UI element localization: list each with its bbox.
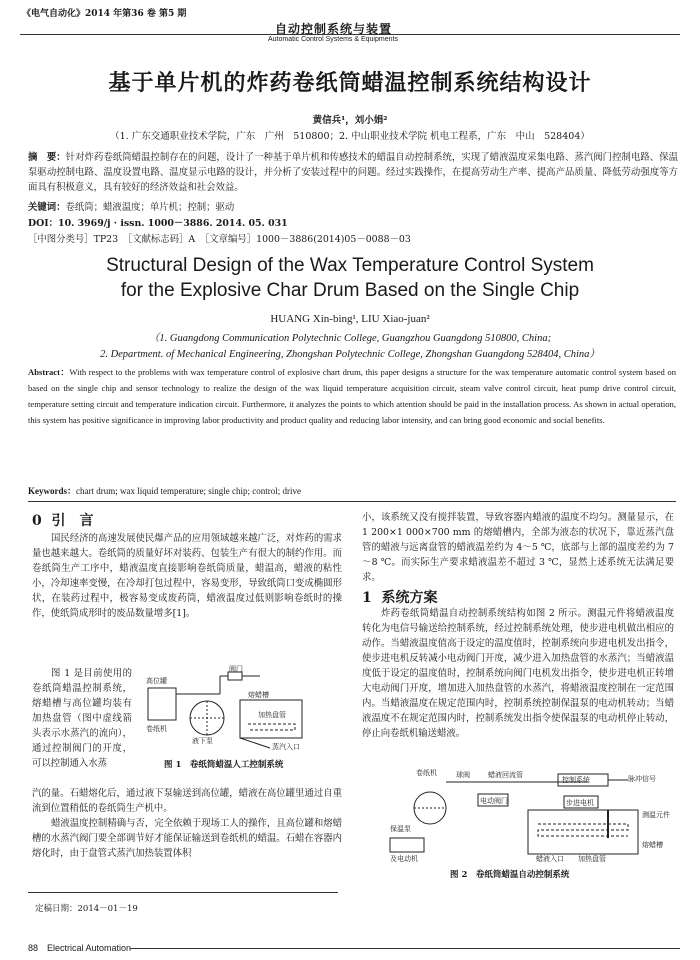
fig2-label-inlet: 蜡液入口 xyxy=(536,855,564,863)
figure-2-caption: 图 2 卷纸筒蜡温自动控制系统 xyxy=(450,870,570,880)
received-date: 定稿日期：2014－01－19 xyxy=(35,904,138,914)
right-paragraph-2: 炸药卷纸筒蜡温自动控制系统结构如图 2 所示。测温元件将蜡液温度转化为电信号输送给控制系统，经过控制系统处理，使步进电机做出相应的动作。当蜡液温度值高于设定的温度值时，控制系统向步进电机发出指令，使步进电机反转减小电动阀门开度，减少进入加热盘管的水蒸汽；当蜡液温度低于设定的温度值时，控制系统向阀门电机发出指令，使步进电机正转增大电动阀门开度，增加进入加热盘管的水蒸汽，将蜡液温度控制在一定范围内。当蜡液温度在规定范围内时，控制系统控制保温泵的电动机转动；当蜡液温度不在规定范围内时，控制系统发出指令使保温泵的电动机停止转动，停止向卷纸机输送蜡液。 xyxy=(362,608,674,739)
fig2-label-pump: 保温泵 xyxy=(390,825,411,833)
intro-paragraph-3: 蜡液温度控制精确与否，完全依赖于现场工人的操作，且高位罐和熔蜡槽的水蒸汽阀门要全部调节好才能保证输送到卷纸机的蜡温。石蜡在容器内熔化时，由于盘管式蒸汽加热装置体积 xyxy=(32,818,342,859)
section-0-title: 引 言 xyxy=(51,513,94,529)
paper-title-cn: 基于单片机的炸药卷纸筒蜡温控制系统结构设计 xyxy=(108,70,592,96)
classification: ［中图分类号］TP23 ［文献标志码］A ［文章编号］1000－3886(2014)05－0088－03 xyxy=(28,234,411,245)
abstract-en xyxy=(28,364,676,428)
fig2-label-motor: 及电动机 xyxy=(390,855,418,863)
keywords-en xyxy=(28,484,676,497)
authors-cn: 黄信兵¹，刘小娟² xyxy=(312,115,388,126)
fig2-pump-box xyxy=(390,838,424,852)
journal-header: 《电气自动化》2014 年第36 卷 第5 期 xyxy=(22,9,187,19)
affiliation-en-1: （1. Guangdong Communication Polytechnic College, Guangzhou Guangdong 510800, China; xyxy=(148,333,552,344)
keywords-cn xyxy=(28,200,678,215)
intro-paragraph-2b: 汽的量。石蜡熔化后，通过液下泵输送到高位罐，蜡液在高位罐里通过自重流到位置稍低的卷纸筒生产机中。 xyxy=(32,788,342,814)
figure-1-caption: 图 1 卷纸筒蜡温人工控制系统 xyxy=(164,760,284,770)
fig1-label-coil: 加热盘管 xyxy=(258,711,286,719)
abstract-rule xyxy=(28,501,676,502)
fig1-label-melt: 熔蜡槽 xyxy=(248,691,269,699)
keywords-en-text: chart drum; wax liquid temperature; single chip; control; drive xyxy=(76,486,301,496)
paper-title-en-2: for the Explosive Char Drum Based on the Single Chip xyxy=(120,280,580,301)
header-rule xyxy=(20,34,680,35)
keywords-cn-text: 卷纸筒；蜡液温度；单片机；控制；驱动 xyxy=(65,202,235,213)
fig2-label-coil: 加热盘管 xyxy=(578,855,606,863)
section-0-num: 0 xyxy=(32,513,42,529)
affiliation-en-2: 2. Department. of Mechanical Engineering, Zhongshan Polytechnic College, Zhongshan Guangdong 528404, China） xyxy=(100,349,600,360)
section-1-heading xyxy=(362,587,438,607)
affiliation-cn: （1. 广东交通职业技术学院，广东 广州 510800；2. 中山职业技术学院 机电工程系，广东 中山 528404） xyxy=(110,131,590,142)
fig1-label-tank: 高位罐 xyxy=(146,677,167,685)
fig2-label-stepper: 步进电机 xyxy=(566,799,594,807)
abstract-en-label: Abstract： xyxy=(28,367,70,377)
intro-paragraph-2a: 图 1 是目前使用的卷纸筒蜡温控制系统，熔蜡槽与高位罐均装有加热盘管（图中虚线箭头表示水蒸汽的流向），通过控制阀门的开度，可以控制通入水蒸 xyxy=(32,668,132,769)
fig2-label-reflux: 蜡液回流管 xyxy=(488,771,523,779)
right-paragraph-1: 小，该系统又没有搅拌装置，导致容器内蜡液的温度不均匀。测量显示，在 1 200×1 000×700 mm 的熔蜡槽内，全部为液态的状况下，靠近蒸汽盘管的蜡液与远离盘管的蜡液温差约为 4～5 ℃，底部与上部的温度差约为 7～8 ℃。而实际生产要求蜡液温差不超过 3 ℃，显然上述系统无法满足要求。 xyxy=(362,512,674,583)
fig2-melt-tank xyxy=(528,810,638,854)
fig2-label-ballvalve: 球阀 xyxy=(456,771,470,779)
section-0-heading xyxy=(32,510,94,530)
doi: DOI：10. 3969/j · issn. 1000－3886. 2014. 05. 031 xyxy=(28,218,288,229)
fig2-label-sensor: 测温元件 xyxy=(642,811,670,819)
figure-1-diagram xyxy=(140,664,345,749)
fig1-label-steam: 蒸汽入口 xyxy=(272,743,300,751)
abstract-cn-label: 摘 要： xyxy=(28,152,66,163)
section-header-en: Automatic Control Systems & Equipments xyxy=(268,36,398,43)
abstract-cn-text: 针对炸药卷纸筒蜡温控制存在的问题，设计了一种基于单片机和传感技术的蜡温自动控制系统，实现了蜡液温度采集电路、蒸汽阀门控制电路、保温泵驱动控制电路、温度设置电路、温度显示电路的设计，并分析了安装过程中的问题。经过实践操作，在提高劳动生产率、提高产品质量、降低劳动强度等方面具有积极意义，具有较好的经济效益和社会效益。 xyxy=(28,152,678,193)
fig2-label-pulse: 脉冲信号 xyxy=(628,775,656,783)
abstract-cn xyxy=(28,150,678,195)
keywords-en-label: Keywords： xyxy=(28,486,76,496)
authors-en: HUANG Xin-bing¹, LIU Xiao-juan² xyxy=(270,313,430,325)
fig2-label-melt: 熔蜡槽 xyxy=(642,841,663,849)
paper-title-en-1: Structural Design of the Wax Temperature Control System xyxy=(106,255,594,276)
intro-paragraph-1: 国民经济的高速发展使民爆产品的应用领域越来越广泛，对炸药的需求量也越来越大。卷纸筒的质量好坏对装药、包装生产有很大的制约作用。而卷纸筒生产工序中，蜡液温度直接影响卷纸筒质量，蜡温高，蜡液的粘性小，冷却速率变慢，在冷却打包过程中，容易变形，导致纸筒口变成椭圆形状，在装药过程中，极容易变成废药筒，蜡液温度过低则影响卷纸时的操作，使纸筒成形时的废品数量增多[1]。 xyxy=(32,533,342,619)
figure-2 xyxy=(388,768,678,880)
fig2-label-ev: 电动阀门 xyxy=(480,797,508,805)
abstract-en-text: With respect to the problems with wax temperature control of explosive chart drum, this paper designs a structure for the wax temperature automatic control system based on based on the single chip and sensor technology to realize the design of the wax liquid temperature acquisition circuit, steam valve control circuit, heat pump drive control circuit, temperature setting circuit and temperature indication circuit. Furthermore, it analyzes the points to which attention should be paid in the installation process. As shown in actual operation, this system has positive significance in improving labor productivity and product quality and reducing labor intensity, and can bring good economic and social benefits. xyxy=(28,367,676,425)
footnote-rule xyxy=(28,892,338,893)
fig1-label-pump: 液下泵 xyxy=(192,737,213,745)
figure-1 xyxy=(140,664,345,772)
page-footer: 88 Electrical Automation xyxy=(28,943,132,953)
footer-rule xyxy=(130,948,680,949)
section-1-num: 1 xyxy=(362,590,372,606)
fig1-label-machine: 卷纸机 xyxy=(146,725,167,733)
section-header-cn: 自动控制系统与装置 xyxy=(275,22,393,36)
section-1-title: 系统方案 xyxy=(381,590,438,606)
fig2-label-control: 控制系统 xyxy=(562,776,590,784)
fig1-label-valve: 阀门 xyxy=(229,665,243,673)
high-tank-shape xyxy=(148,688,176,720)
fig2-label-machine: 卷纸机 xyxy=(416,769,437,777)
keywords-cn-label: 关键词： xyxy=(28,202,66,213)
